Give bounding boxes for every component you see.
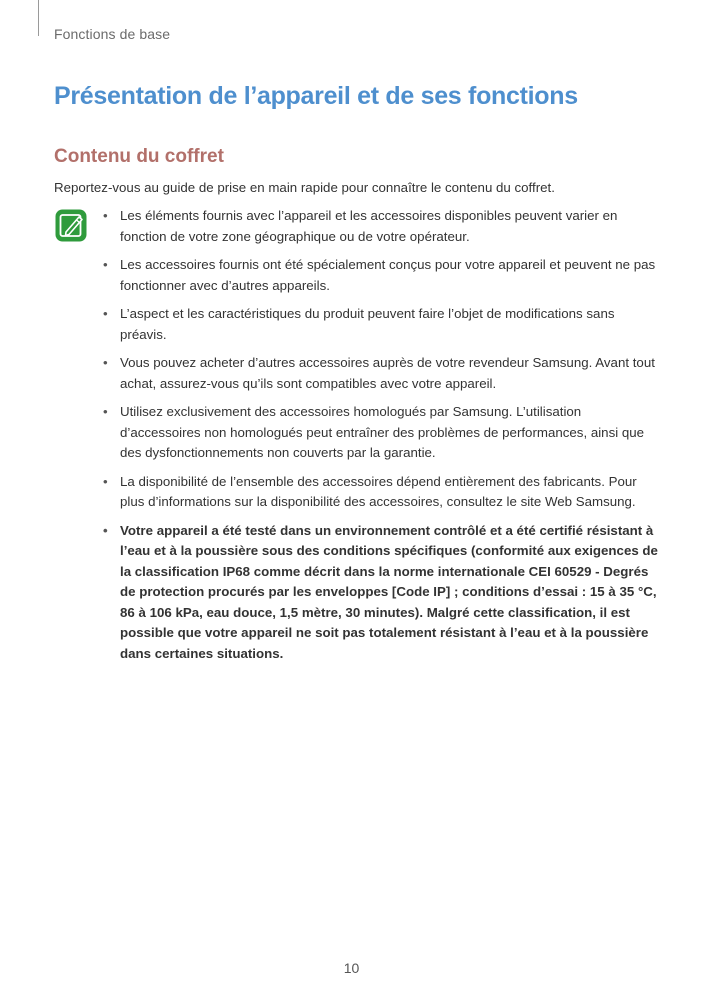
list-item — [103, 206, 658, 247]
list-item — [103, 353, 658, 394]
page-title: Présentation de l’appareil et de ses fonctions — [54, 82, 578, 110]
bullet-icon: • — [103, 355, 108, 370]
page-number: 10 — [343, 960, 360, 976]
note-text: Les éléments fournis avec l’appareil et les accessoires disponibles peuvent varier en fonction de votre zone géographique ou de votre opérateur. — [120, 208, 618, 244]
bullet-icon: • — [103, 404, 108, 419]
note-text: L’aspect et les caractéristiques du produit peuvent faire l’objet de modifications sans préavis. — [120, 306, 615, 342]
note-pencil-icon — [55, 209, 87, 242]
note-text: Les accessoires fournis ont été spécialement conçus pour votre appareil et peuvent ne pas fonctionner avec d’autres appareils. — [120, 257, 656, 293]
header-divider — [38, 0, 39, 36]
bullet-icon: • — [103, 473, 108, 489]
bullet-icon: • — [103, 257, 108, 272]
intro-paragraph: Reportez-vous au guide de prise en main rapide pour connaître le contenu du coffret. — [54, 180, 555, 195]
bullet-icon: • — [103, 208, 108, 223]
note-text: La disponibilité de l’ensemble des accessoires dépend entièrement des fabricants. Pour plus d’informations sur la disponibilité des accessoires, consultez le site Web Samsung. — [120, 473, 637, 509]
list-item — [103, 255, 658, 296]
notes-list — [103, 206, 658, 672]
note-text: Vous pouvez acheter d’autres accessoires auprès de votre revendeur Samsung. Avant tout achat, assurez-vous qu’ils sont compatibles avec votre appareil. — [120, 355, 655, 391]
list-item — [103, 472, 658, 513]
bullet-icon: • — [103, 522, 108, 538]
note-text: Utilisez exclusivement des accessoires homologués par Samsung. L’utilisation d’accessoires non homologués peut entraîner des problèmes de performances, ainsi que des dysfonctionnements non couverts par la garantie. — [120, 404, 645, 460]
list-item-water-resistance — [103, 521, 658, 665]
running-header: Fonctions de base — [54, 26, 171, 42]
list-item — [103, 402, 658, 464]
note-text: Votre appareil a été testé dans un environnement contrôlé et a été certifié résistant à l’eau et à la poussière sous des conditions spécifiques (conformité aux exigences de la classification IP68 comme décrit dans la norme internationale CEI 60529 - Degrés de protection procurés par les enveloppes [Code IP] ; conditions d’essai : 15 à 35 °C, 86 à 106 kPa, eau douce, 1,5 mètre, 30 minutes). Malgré cette classification, il est possible que votre appareil ne soit pas totalement résistant à l’eau et à la poussière dans certaines situations. — [120, 522, 658, 661]
list-item — [103, 304, 658, 345]
bullet-icon: • — [103, 306, 108, 321]
section-title: Contenu du coffret — [54, 146, 224, 167]
